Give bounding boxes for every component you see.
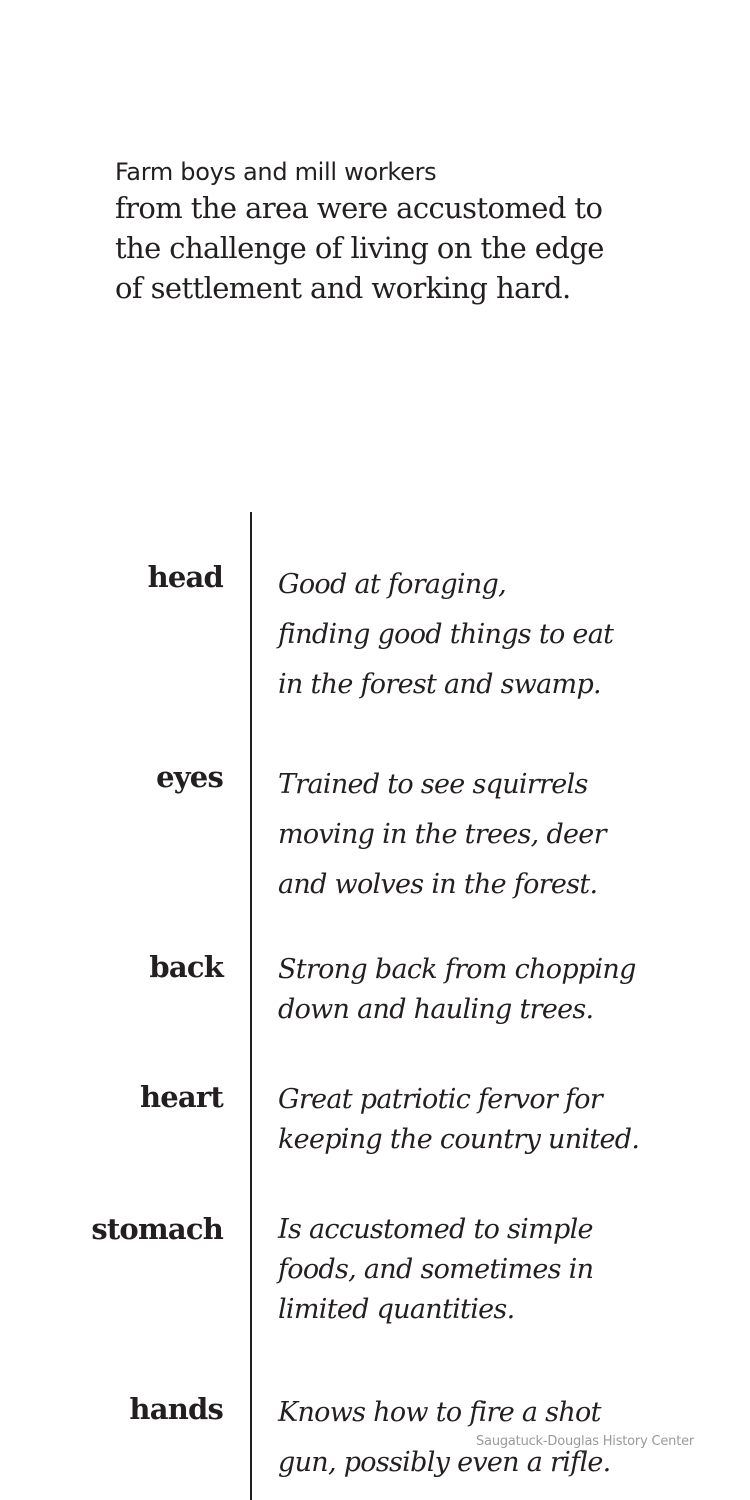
trait-line: limited quantities. xyxy=(278,1294,515,1325)
intro-body xyxy=(115,188,715,308)
intro-paragraph xyxy=(115,156,715,308)
trait-line: gun, possibly even a rifle. xyxy=(278,1447,611,1478)
trait-line: finding good things to eat xyxy=(278,619,614,650)
trait-description xyxy=(278,950,636,1030)
trait-line: Great patriotic fervor for xyxy=(278,1084,603,1115)
trait-label: eyes xyxy=(156,760,223,794)
trait-label: stomach xyxy=(91,1212,223,1246)
trait-line: down and hauling trees. xyxy=(278,994,594,1025)
trait-line: keeping the country united. xyxy=(278,1124,640,1155)
trait-description xyxy=(278,560,613,710)
trait-line: in the forest and swamp. xyxy=(278,669,601,700)
trait-label: head xyxy=(147,560,223,594)
trait-line: Knows how to fire a shot xyxy=(278,1397,601,1428)
trait-description xyxy=(278,1210,593,1330)
trait-line: and wolves in the forest. xyxy=(278,869,598,900)
vertical-divider xyxy=(250,512,252,1500)
intro-line: the challenge of living on the edge xyxy=(115,231,604,265)
trait-label: hands xyxy=(129,1392,223,1426)
watermark-text: Saugatuck-Douglas History Center xyxy=(476,1434,695,1449)
trait-line: foods, and sometimes in xyxy=(278,1254,594,1285)
trait-line: moving in the trees, deer xyxy=(278,819,606,850)
trait-line: Is accustomed to simple xyxy=(278,1214,593,1245)
trait-line: Good at foraging, xyxy=(278,569,507,600)
trait-label: heart xyxy=(139,1080,223,1114)
trait-line: Strong back from chopping xyxy=(278,954,636,985)
intro-line: from the area were accustomed to xyxy=(115,191,603,225)
trait-description xyxy=(278,1080,639,1160)
intro-lead-line: Farm boys and mill workers xyxy=(115,158,437,186)
trait-description xyxy=(278,760,606,910)
intro-line: of settlement and working hard. xyxy=(115,271,571,305)
trait-line: Trained to see squirrels xyxy=(278,769,588,800)
trait-label: back xyxy=(149,950,223,984)
